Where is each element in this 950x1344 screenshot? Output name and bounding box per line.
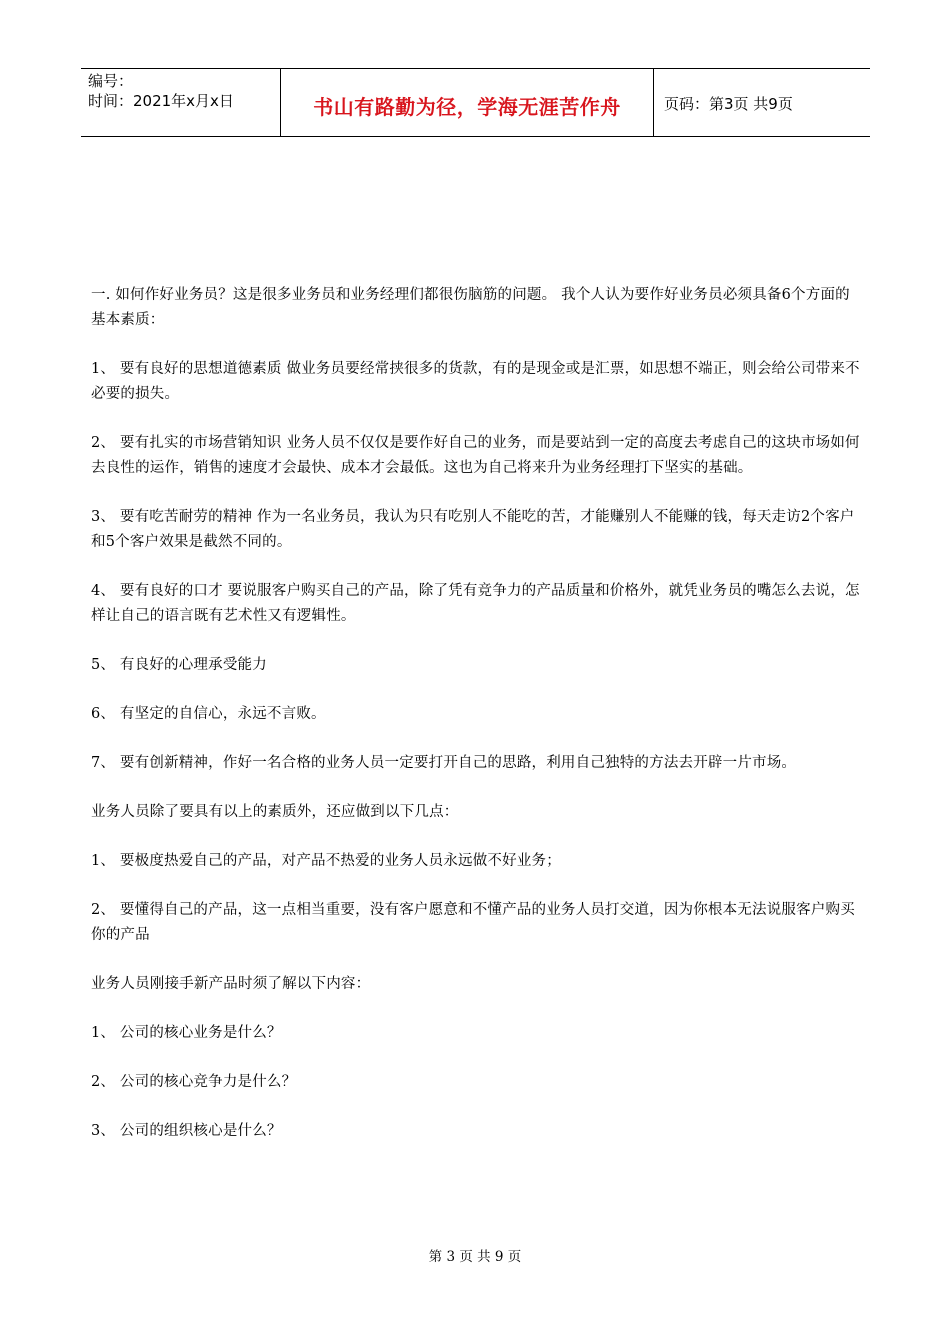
paragraph: 业务人员除了要具有以上的素质外，还应做到以下几点：: [91, 804, 459, 820]
paragraph: 2、 要有扎实的市场营销知识 业务人员不仅仅是要作好自己的业务，而是要站到一定的高度去考虑自己的这块市场如何去良性的运作，销售的速度才会最快、成本才会最低。这也为自己将来升为业务经理打下坚实的基础。: [91, 435, 860, 476]
page-footer: [0, 1245, 950, 1265]
paragraph: 1、 要有良好的思想道德素质 做业务员要经常挟很多的货款，有的是现金或是汇票，如思想不端正，则会给公司带来不必要的损失。: [91, 361, 860, 402]
paragraph: 2、 公司的核心竞争力是什么？: [91, 1074, 297, 1090]
paragraph: 3、 要有吃苦耐劳的精神 作为一名业务员，我认为只有吃别人不能吃的苦，才能赚别人不能赚的钱，每天走访2个客户和5个客户效果是截然不同的。: [91, 509, 855, 550]
paragraph: 1、 公司的核心业务是什么？: [91, 1025, 282, 1041]
paragraph: 6、 有坚定的自信心，永远不言败。: [91, 706, 326, 722]
motto-text: 书山有路勤为径，学海无涯苦作舟: [313, 95, 621, 119]
paragraph: 3、 公司的组织核心是什么？: [91, 1123, 282, 1139]
paragraph: 5、 有良好的心理承受能力: [91, 657, 267, 673]
paragraph: 1、 要极度热爱自己的产品，对产品不热爱的业务人员永远做不好业务；: [91, 853, 561, 869]
paragraph: 业务人员刚接手新产品时须了解以下内容：: [91, 976, 371, 992]
serial-number-label: 编号：: [88, 72, 134, 90]
header-motto-cell: [281, 69, 654, 136]
paragraph: 7、 要有创新精神，作好一名合格的业务人员一定要打开自己的思路，利用自己独特的方法去开辟一片市场。: [91, 755, 797, 771]
header-meta: [81, 69, 281, 136]
document-body: [91, 283, 863, 1168]
page-number-text: 第 3 页 共 9 页: [428, 1249, 522, 1265]
paragraph: 一. 如何作好业务员？这是很多业务员和业务经理们都很伤脑筋的问题。 我个人认为要作好业务员必须具备6个方面的基本素质：: [91, 287, 850, 328]
document-header: [81, 68, 870, 137]
date-label: 时间：2021年x月x日: [88, 92, 234, 110]
paragraph: 2、 要懂得自己的产品，这一点相当重要，没有客户愿意和不懂产品的业务人员打交道，因为你根本无法说服客户购买你的产品: [91, 902, 855, 943]
paragraph: 4、 要有良好的口才 要说服客户购买自己的产品，除了凭有竞争力的产品质量和价格外，就凭业务员的嘴怎么去说，怎样让自己的语言既有艺术性又有逻辑性。: [91, 583, 860, 624]
header-page-info: 页码：第3页 共9页: [664, 95, 793, 113]
